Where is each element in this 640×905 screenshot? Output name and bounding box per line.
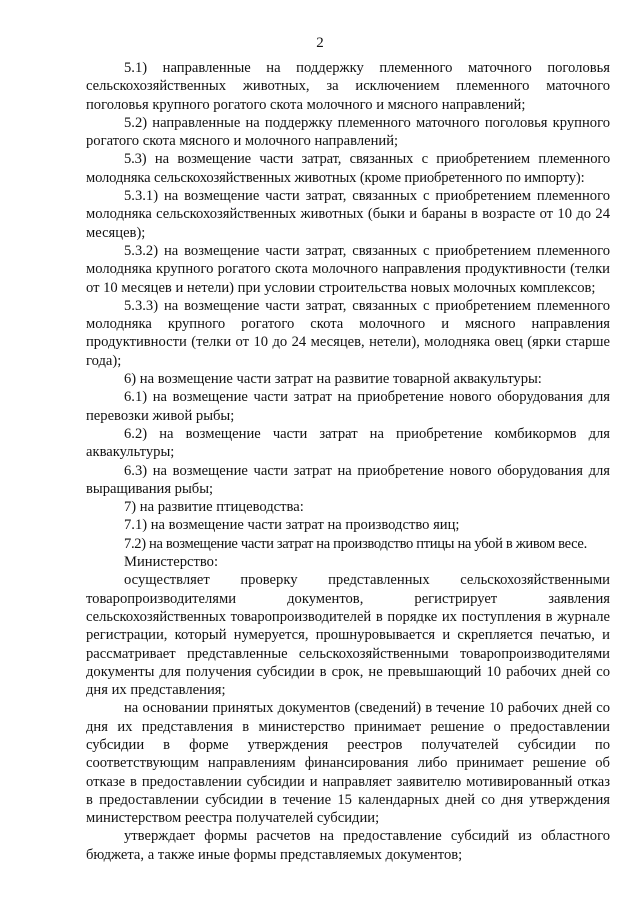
paragraph-ministry: Министерство: — [124, 554, 219, 571]
paragraph-5-3-3: 5.3.3) на возмещение части затрат, связанных с приобретением племенного молодняка крупного рогатого скота молочного и мясного направления продуктивности (телки от 10 до 24 месяцев, нетели), молодняка овец (ярки старше года); — [86, 297, 610, 369]
paragraph-5-1: 5.1) направленные на поддержку племенного маточного поголовья сельскохозяйственных животных, за исключением племенного маточного поголовья крупного рогатого скота молочного и мясного направлений; — [86, 60, 610, 113]
paragraph-5-2: 5.2) направленные на поддержку племенного маточного поголовья крупного рогатого скота мясного и молочного направлений; — [86, 114, 610, 150]
paragraph-7: 7) на развитие птицеводства: — [124, 499, 304, 516]
paragraph-verification: осуществляет проверку представленных сельскохозяйственными товаропроизводителями документов, регистрирует заявления сельскохозяйственных товаропроизводителей в порядке их поступления в журнале регистрации, который нумеруется, прошнуровывается и скрепляется печатью, и рассматривает представленные сельскохозяйственными товаропроизводителями документы для получения субсидии в срок, не превышающий 10 рабочих дней со дня их представления; — [86, 572, 610, 699]
paragraph-5-3: 5.3) на возмещение части затрат, связанных с приобретением племенного молодняка сельскохозяйственных животных (кроме приобретенного по импорту): — [86, 151, 610, 186]
paragraph-6-2: 6.2) на возмещение части затрат на приобретение комбикормов для аквакультуры; — [86, 425, 610, 461]
paragraph-6: 6) на возмещение части затрат на развитие товарной аквакультуры: — [124, 371, 542, 388]
paragraph-6-3: 6.3) на возмещение части затрат на приобретение нового оборудования для выращивания рыбы; — [86, 462, 610, 497]
paragraph-decision: на основании принятых документов (сведений) в течение 10 рабочих дней со дня их представления в министерство принимает решение о предоставлении субсидии в форме утверждения реестров получателей субсидии по соответствующим направлениям финансирования либо принимает решение об отказе в предоставлении субсидии и направляет заявителю мотивированный отказ в предоставлении субсидии в течение 15 календарных дней со дня утверждения министерством реестра получателей субсидии; — [86, 700, 610, 827]
paragraph-7-1: 7.1) на возмещение части затрат на производство яиц; — [124, 517, 460, 534]
paragraph-5-3-1: 5.3.1) на возмещение части затрат, связанных с приобретением племенного молодняка сельскохозяйственных животных (быки и бараны в возрасте от 10 до 24 месяцев); — [86, 188, 610, 241]
page-number: 2 — [316, 35, 324, 51]
paragraph-5-3-2: 5.3.2) на возмещение части затрат, связанных с приобретением племенного молодняка крупного рогатого скота молочного направления продуктивности (телки от 10 месяцев и нетели) при условии строительства новых молочных комплексов; — [86, 242, 610, 296]
paragraph-7-2: 7.2) на возмещение части затрат на производство птицы на убой в живом весе. — [124, 535, 587, 552]
paragraph-6-1: 6.1) на возмещение части затрат на приобретение нового оборудования для перевозки живой рыбы; — [86, 389, 610, 424]
paragraph-forms: утверждает формы расчетов на предоставление субсидий из областного бюджета, а также иные формы представляемых документов; — [86, 828, 610, 863]
document-body — [86, 59, 610, 864]
